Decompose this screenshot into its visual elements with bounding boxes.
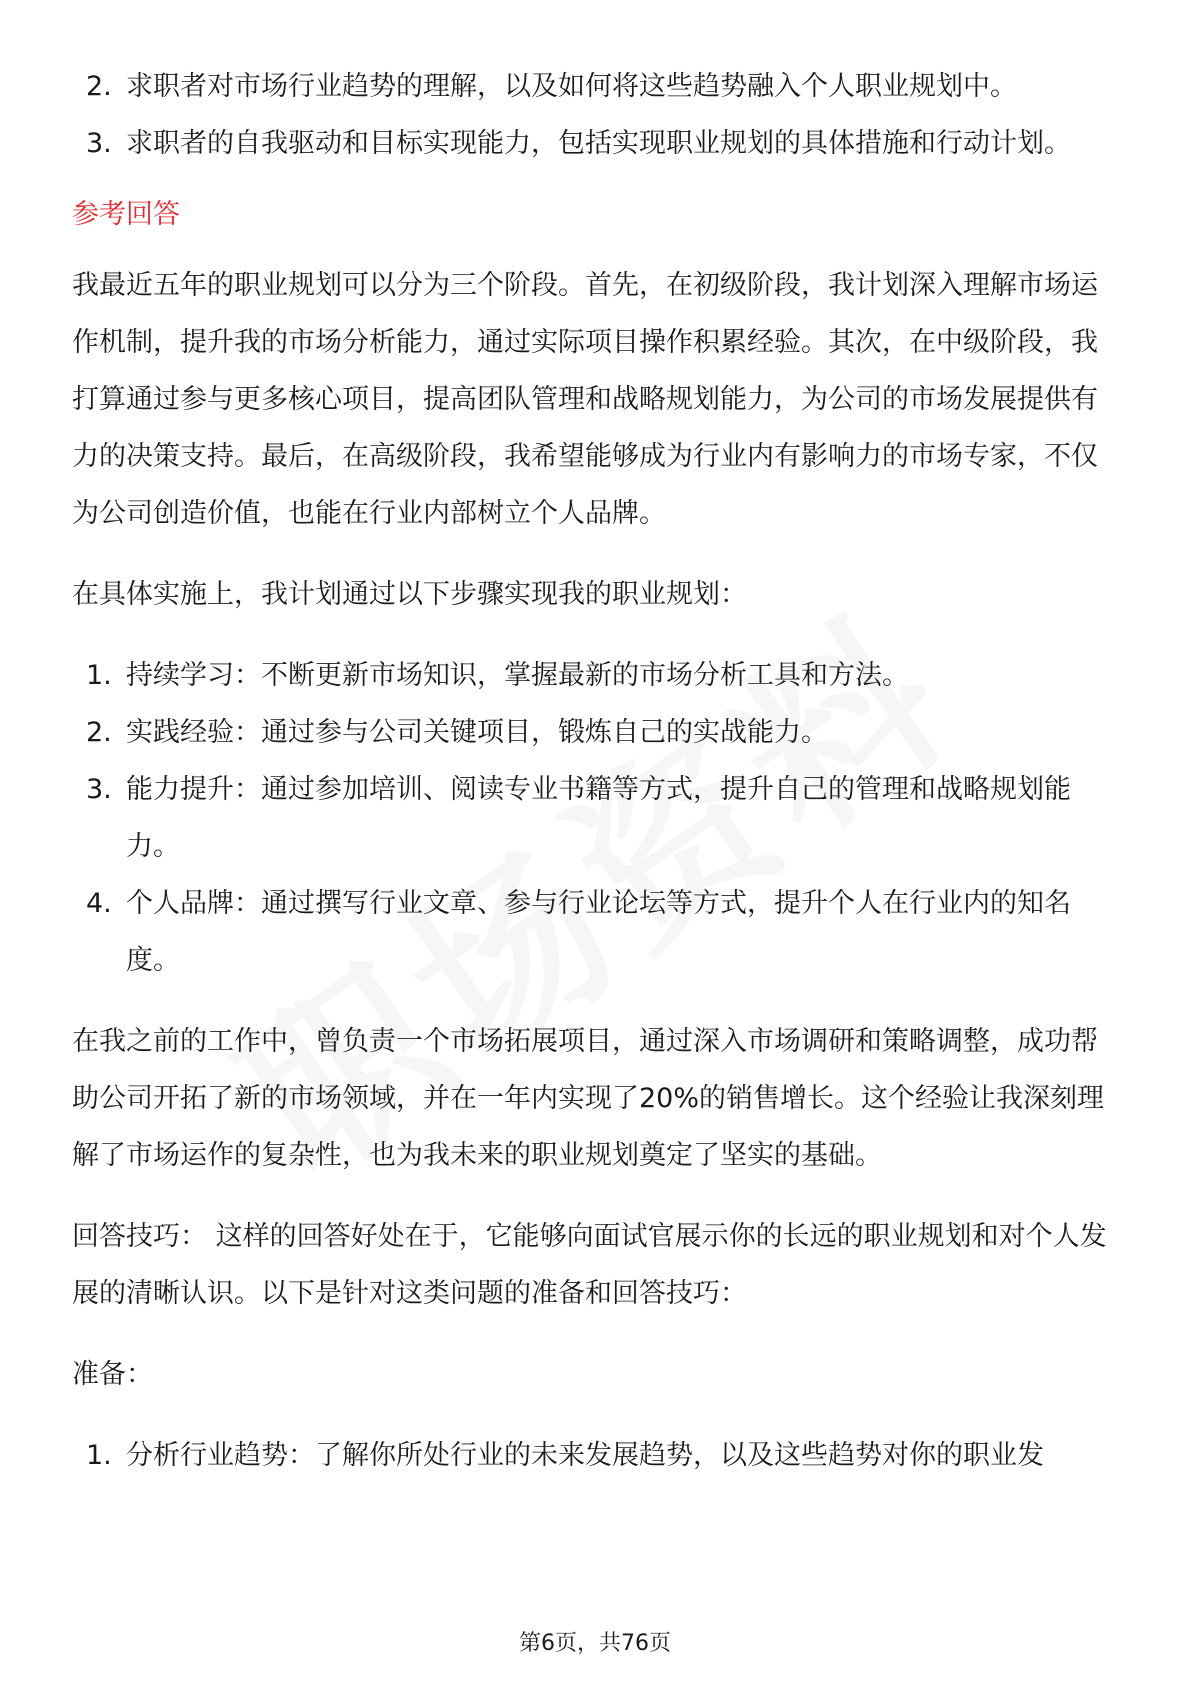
list-item-text: 求职者的自我驱动和目标实现能力，包括实现职业规划的具体措施和行动计划。 [126,128,1071,159]
list-item-text: 分析行业趋势：了解你所处行业的未来发展趋势，以及这些趋势对你的职业发 [126,1440,1044,1471]
list-item [72,1427,1122,1484]
requirements-list [72,58,1122,172]
list-item-text: 实践经验：通过参与公司关键项目，锻炼自己的实战能力。 [126,717,828,748]
list-number: 1. [86,660,112,691]
preparation-label: 准备： [72,1359,153,1390]
paragraph-career-plan: 我最近五年的职业规划可以分为三个阶段。首先，在初级阶段，我计划深入理解市场运作机制，提升我的市场分析能力，通过实际项目操作积累经验。其次，在中级阶段，我打算通过参与更多核心项目，提高团队管理和战略规划能力，为公司的市场发展提供有力的决策支持。最后，在高级阶段，我希望能够成为行业内有影响力的市场专家，不仅为公司创造价值，也能在行业内部树立个人品牌。 [72,270,1098,529]
steps-list [72,647,1122,989]
list-item-text: 持续学习：不断更新市场知识，掌握最新的市场分析工具和方法。 [126,660,909,691]
list-number: 3. [86,128,112,159]
list-item-text: 求职者对市场行业趋势的理解，以及如何将这些趋势融入个人职业规划中。 [126,71,1017,102]
paragraph-past-experience: 在我之前的工作中，曾负责一个市场拓展项目，通过深入市场调研和策略调整，成功帮助公司开拓了新的市场领域，并在一年内实现了20%的销售增长。这个经验让我深刻理解了市场运作的复杂性，也为我未来的职业规划奠定了坚实的基础。 [72,1026,1105,1171]
list-number: 2. [86,717,112,748]
list-number: 4. [86,888,112,919]
paragraph-answer-tips: 回答技巧： 这样的回答好处在于，它能够向面试官展示你的长远的职业规划和对个人发展的清晰认识。以下是针对这类问题的准备和回答技巧： [72,1221,1107,1309]
list-number: 3. [86,774,112,805]
list-item [72,58,1122,115]
paragraph-implementation-intro: 在具体实施上，我计划通过以下步骤实现我的职业规划： [72,579,747,610]
document-content [72,58,1122,1484]
preparation-list [72,1427,1122,1484]
list-item-text: 能力提升：通过参加培训、阅读专业书籍等方式，提升自己的管理和战略规划能力。 [126,774,1071,862]
list-item [72,115,1122,172]
list-item [72,875,1122,989]
list-item [72,647,1122,704]
list-item-text: 个人品牌：通过撰写行业文章、参与行业论坛等方式，提升个人在行业内的知名度。 [126,888,1071,976]
page-footer: 第6页，共76页 [519,1631,671,1656]
list-number: 2. [86,71,112,102]
list-item [72,704,1122,761]
reference-answer-heading: 参考回答 [72,199,180,230]
list-item [72,761,1122,875]
list-number: 1. [86,1440,112,1471]
